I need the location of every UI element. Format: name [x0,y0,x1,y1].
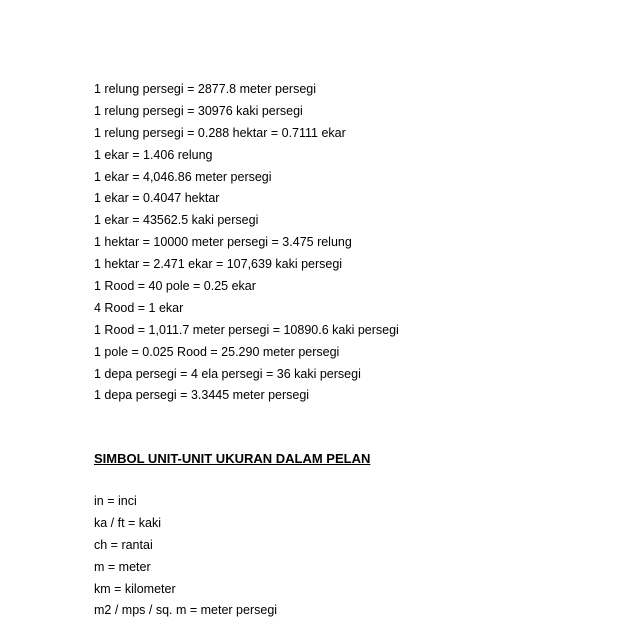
conversion-line: 1 depa persegi = 4 ela persegi = 36 kaki persegi [94,366,361,381]
conversion-line: 1 hektar = 10000 meter persegi = 3.475 relung [94,235,352,250]
conversion-list [94,79,399,407]
symbol-line: in = inci [94,494,137,508]
conversion-line: 1 hektar = 2.471 ekar = 107,639 kaki persegi [94,257,343,272]
conversion-line: 1 relung persegi = 0.288 hektar = 0.7111 ekar [94,125,346,140]
conversion-line: 1 Rood = 1,011.7 meter persegi = 10890.6 kaki persegi [94,322,399,337]
conversion-line: 1 relung persegi = 30976 kaki persegi [94,103,303,118]
symbol-line: km = kilometer [94,581,176,596]
conversion-line: 4 Rood = 1 ekar [94,300,184,315]
symbol-line: ka / ft = kaki [94,515,162,530]
conversion-line: 1 ekar = 4,046.86 meter persegi [94,169,272,184]
section-heading: SIMBOL UNIT-UNIT UKURAN DALAM PELAN [94,451,371,466]
conversion-line: 1 depa persegi = 3.3445 meter persegi [94,388,310,403]
conversion-line: 1 relung persegi = 2877.8 meter persegi [94,82,317,96]
symbol-line: m2 / mps / sq. m = meter persegi [94,603,278,618]
symbol-line: ch = rantai [94,537,153,552]
conversion-line: 1 Rood = 40 pole = 0.25 ekar [94,279,256,294]
conversion-line: 1 pole = 0.025 Rood = 25.290 meter persegi [94,344,340,359]
conversion-line: 1 ekar = 0.4047 hektar [94,191,220,206]
conversion-line: 1 ekar = 43562.5 kaki persegi [94,213,259,228]
conversion-line: 1 ekar = 1.406 relung [94,147,213,162]
symbol-list [94,491,277,622]
symbol-line: m = meter [94,559,151,574]
